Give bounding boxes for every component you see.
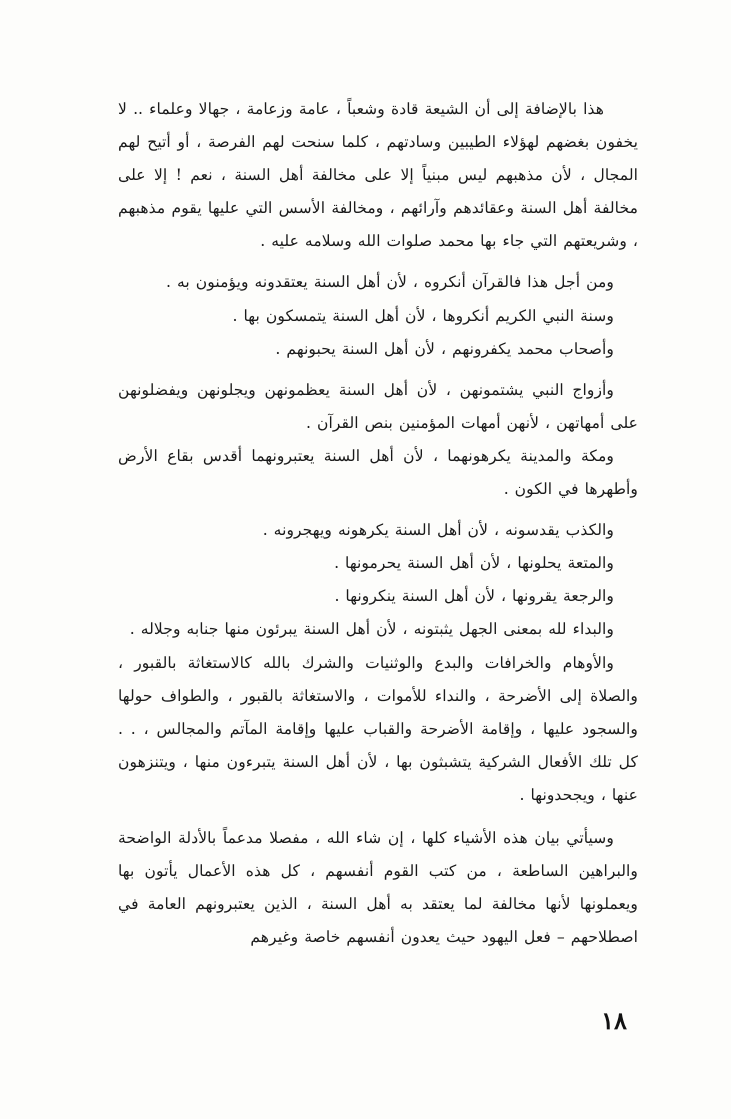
paragraph-mutah: والمتعة يحلونها ، لأن أهل السنة يحرمونها .: [334, 553, 614, 573]
paragraph-bada: والبداء لله بمعنى الجهل يثبتونه ، لأن أهل السنة يبرئون منها جنابه وجلاله .: [129, 619, 614, 639]
paragraph-superstitions: والأوهام والخرافات والبدع والوثنيات والشرك بالله كالاستغاثة بالقبور ، والصلاة إلى الأضرحة ، والنداء للأموات ، والاستغاثة بالقبور ، والطواف حولها والسجود عليها ، وإقامة الأضرحة والقباب عليها وإقامة المآتم والمجالس ، . . كل تلك الأفعال الشركية يتشبثون بها ، لأن أهل السنة يتبرءون منها ، ويتنزهون عنها ، ويجحدونها .: [118, 652, 638, 804]
paragraph-wives: وأزواج النبي يشتمونهن ، لأن أهل السنة يعظمونهن ويجلونهن ويفضلونهن على أمهاتهن ، لأنهن أمهات المؤمنين بنص القرآن .: [118, 379, 638, 432]
paragraph-sunnah: وسنة النبي الكريم أنكروها ، لأن أهل السنة يتمسكون بها .: [232, 305, 614, 325]
page-number: ١٨: [601, 1006, 627, 1035]
paragraph-companions: وأصحاب محمد يكفرونهم ، لأن أهل السنة يحبونهم .: [275, 338, 614, 358]
paragraph-rajah: والرجعة يقرونها ، لأن أهل السنة ينكرونها .: [334, 586, 614, 606]
paragraph-quran: ومن أجل هذا فالقرآن أنكروه ، لأن أهل السنة يعتقدونه ويؤمنون به .: [165, 272, 614, 292]
body-text: [118, 92, 638, 953]
paragraph-forthcoming: وسيأتي بيان هذه الأشياء كلها ، إن شاء الله ، مفصلا مدعماً بالأدلة الواضحة والبراهين الساطعة ، من كتب القوم أنفسهم ، كل هذه الأعمال يأتون بها ويعملونها لأنها مخالفة لما يعتقد به أهل السنة ، الذين يعتبرونهم العامة في اصطلاحهم – فعل اليهود حيث يعدون أنفسهم خاصة وغيرهم: [118, 827, 638, 947]
paragraph-lying: والكذب يقدسونه ، لأن أهل السنة يكرهونه ويهجرونه .: [262, 520, 614, 540]
paragraph-mecca-medina: ومكة والمدينة يكرهونهما ، لأن أهل السنة يعتبرونهما أقدس بقاع الأرض وأطهرها في الكون .: [118, 445, 638, 499]
paragraph-intro: هذا بالإضافة إلى أن الشيعة قادة وشعباً ، عامة وزعامة ، جهالا وعلماء .. لا يخفون بغضهم لهؤلاء الطيبين وسادتهم ، كلما سنحت لهم الفرصة ، أو أتيح لهم المجال ، لأن مذهبهم ليس مبنياً إلا على مخالفة أهل السنة ، نعم ! إلا على مخالفة أهل السنة وعقائدهم وآرائهم ، ومخالفة الأسس التي عليها يقوم مذهبهم ، وشريعتهم التي جاء بها محمد صلوات الله وسلامه عليه .: [118, 99, 638, 251]
